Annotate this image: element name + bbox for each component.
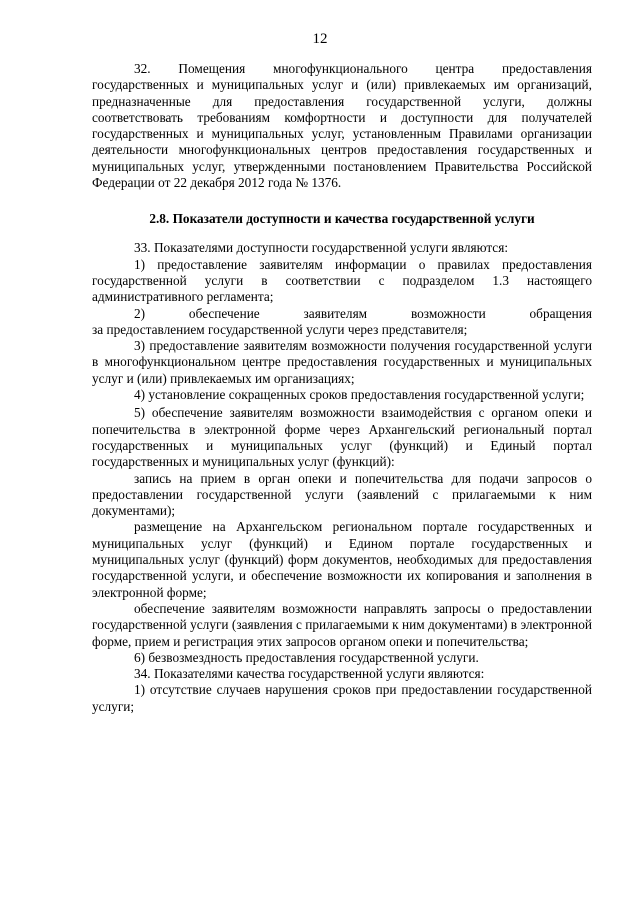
paragraph-33: 33. Показателями доступности государственной услуги являются: (134, 240, 509, 256)
paragraph-34: 34. Показателями качества государственной услуги являются: (134, 666, 485, 682)
list-item-2: 2) обеспечение заявителям возможности обращения (134, 305, 592, 321)
list-item-4: 4) установление сокращенных сроков предоставления государственной услуги; (134, 387, 585, 403)
list-item-2-continued: за предоставлением государственной услуги через представителя; (92, 321, 468, 337)
document-body (92, 61, 592, 715)
sub-item-appointment: запись на прием в орган опеки и попечительства для подачи запросов о предоставлении государственной услуги (заявлений с прилагаемыми к ним документами); (92, 470, 592, 519)
list-item-3: 3) предоставление заявителям возможности получения государственной услуги в многофункциональном центре предоставления государственных и муниципальных услуг и (или) привлекаемых им организациях; (92, 338, 592, 386)
page-number: 12 (312, 31, 328, 47)
list-item-1: 1) предоставление заявителям информации о правилах предоставления государственной услуги в соответствии с подразделом 1.3 настоящего административного регламента; (92, 256, 592, 305)
paragraph-32: 32. Помещения многофункционального центра предоставления государственных и муниципальных услуг и (или) привлекаемых им организаций, предназначенные для предоставления государственной услуги, должны соответствовать требованиям комфортности и доступности для получателей государственных и муниципальных услуг, установленным Правилами организации деятельности многофункциональных центров предоставления государственных и муниципальных услуг, утвержденными постановлением Правительства Российской Федерации от 22 декабря 2012 года № 1376. (92, 61, 592, 191)
list-item-6: 6) безвозмездность предоставления государственной услуги. (134, 649, 479, 665)
section-heading: 2.8. Показатели доступности и качества государственной услуги (149, 211, 535, 227)
sub-item-forms: размещение на Архангельском региональном портале государственных и муниципальных услуг (функций) и Едином портале государственных и муниципальных услуг (функций) форм документов, необходимых для предоставления государственной услуги, и обеспечение возможности их копирования и заполнения в электронной форме; (92, 519, 592, 600)
sub-item-requests: обеспечение заявителям возможности направлять запросы о предоставлении государственной услуги (заявления с прилагаемыми к ним документами) в электронной форме, прием и регистрация этих запросов органом опеки и попечительства; (92, 600, 592, 649)
list-item-5: 5) обеспечение заявителям возможности взаимодействия с органом опеки и попечительства в электронной форме через Архангельский региональный портал государственных и муниципальных услуг (функций) и Единый портал государственных и муниципальных услуг (функций): (92, 405, 592, 470)
quality-item-1: 1) отсутствие случаев нарушения сроков при предоставлении государственной услуги; (92, 682, 592, 714)
